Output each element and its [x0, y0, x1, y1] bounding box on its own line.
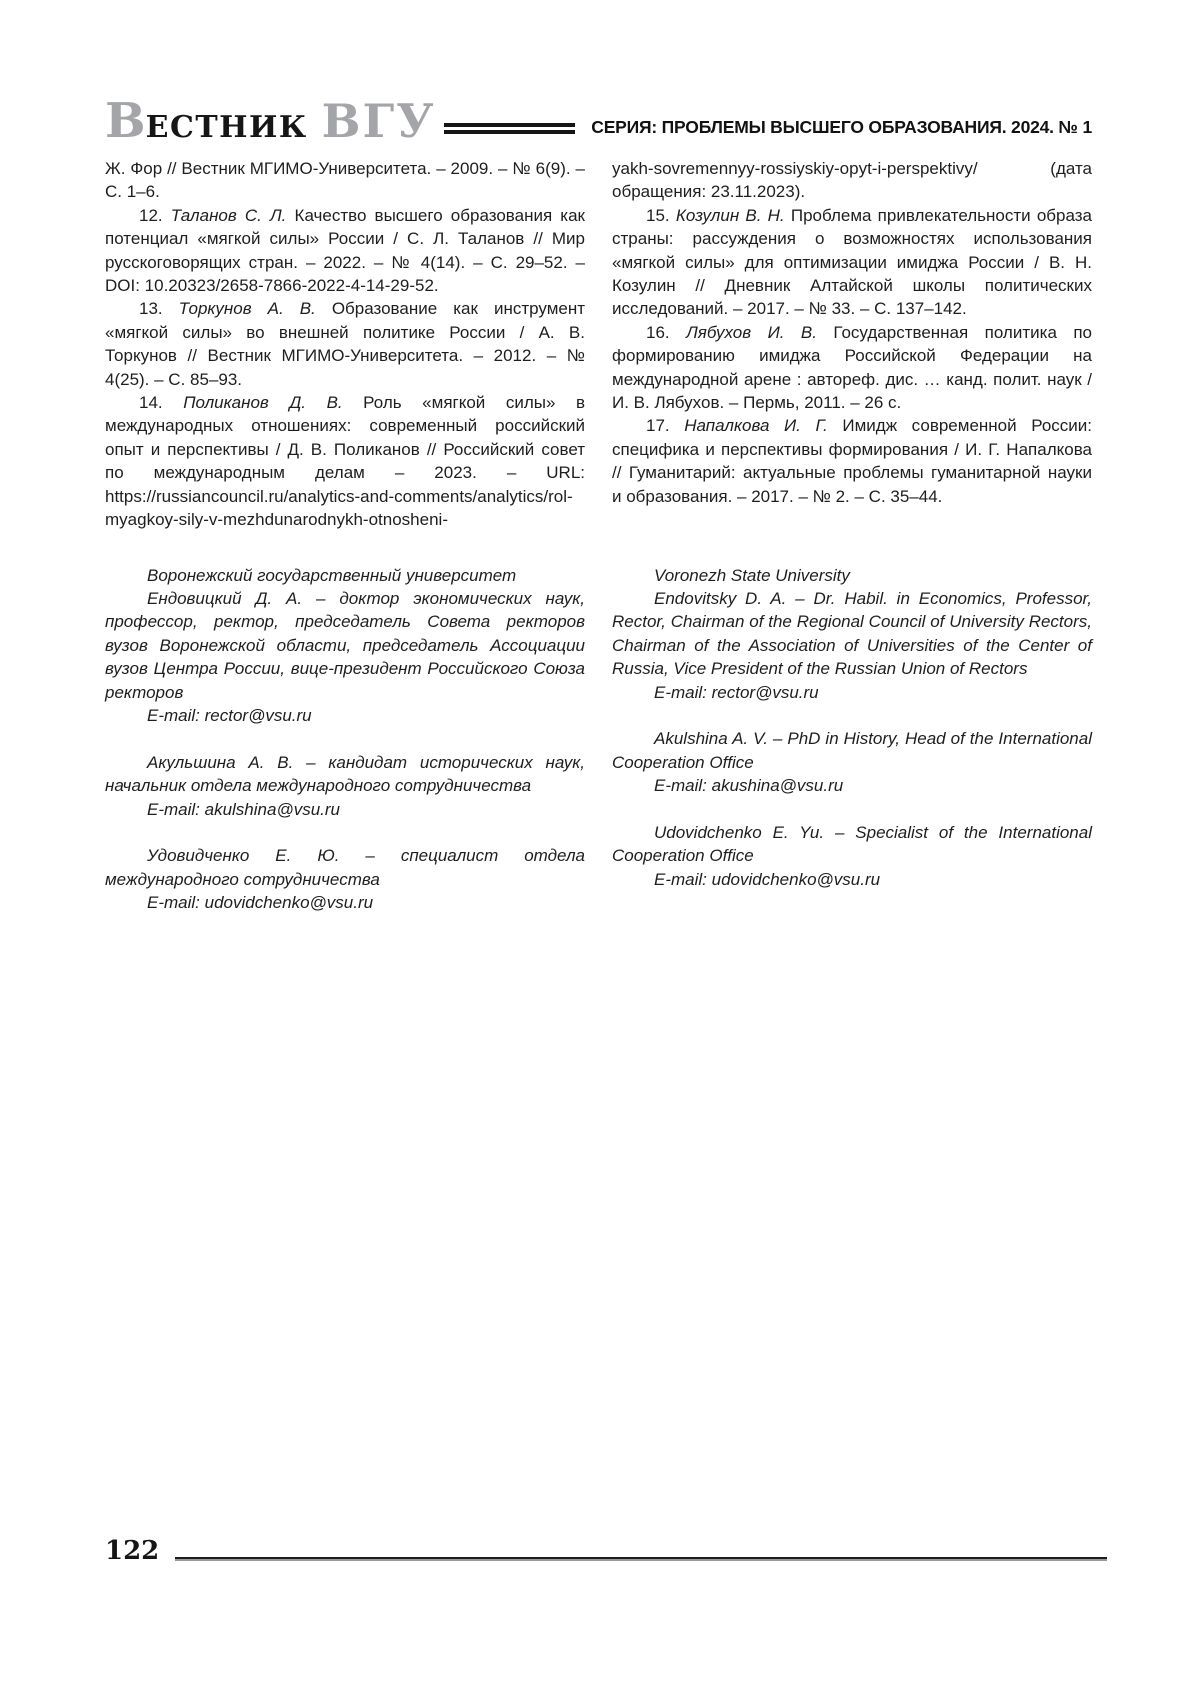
reference-number: 13.	[139, 299, 179, 319]
reference-number: 17.	[646, 416, 685, 436]
author-bio-endovitsky-en: Endovitsky D. A. – Dr. Habil. in Economics, Professor, Rector, Chairman of the Regional Council of University Rectors, Chairman of the Association of Universities of the Center of Russia, Vice President of the Russian Union of Rectors	[612, 588, 1092, 679]
logo-word-estnik: ЕСТНИК	[145, 109, 308, 145]
authors-block-en	[612, 564, 1092, 915]
references-column-right	[612, 157, 1092, 532]
reference-author: Торкунов А. В.	[178, 299, 316, 319]
reference-item-12	[105, 204, 585, 298]
author-bio-endovitsky-ru: Ендовицкий Д. А. – доктор экономических наук, профессор, ректор, председатель Совета ректоров вузов Воронежской области, председатель Ассоциации вузов Центра России, вице-президент Российского Союза ректоров	[105, 588, 585, 702]
reference-fragment: yakh-sovremennyy-rossiyskiy-opyt-i-perspektivy/ (дата обращения: 23.11.2023).	[612, 159, 1092, 202]
author-email-endovitsky-en: E-mail: rector@vsu.ru	[654, 682, 819, 702]
author-email-akulshina-en: E-mail: akushina@vsu.ru	[654, 776, 844, 796]
references-column-left	[105, 157, 585, 532]
header-double-rule	[444, 123, 576, 134]
reference-author: Таланов С. Л.	[170, 205, 287, 225]
reference-author: Козулин В. Н.	[675, 205, 785, 225]
author-bio-udovidchenko-en: Udovidchenko E. Yu. – Specialist of the International Cooperation Office	[612, 822, 1092, 866]
logo-word-vgu: ВГУ	[321, 93, 436, 148]
reference-text: Имидж современной России: специфика и перспективы формирования / И. Г. Напалкова // Гуманитарий: актуальные проблемы гуманитарной науки и образования. – 2017. – № 2. – С. 35–44.	[612, 416, 1092, 506]
affiliation-ru: Воронежский государственный университет	[147, 565, 517, 585]
reference-item-17	[612, 414, 1092, 508]
reference-item-15	[612, 204, 1092, 321]
reference-item-16	[612, 321, 1092, 415]
page-header	[105, 92, 1092, 149]
author-email-udovidchenko-ru: E-mail: udovidchenko@vsu.ru	[147, 893, 374, 913]
reference-text: Роль «мягкой силы» в международных отношениях: современный российский опыт и перспективы / Д. В. Поликанов // Российский совет по международным делам – 2023. – URL: https://russiancouncil.ru/analytics-and-comments/analytics/rol-myagkoy-sily-v-mezhdunarodnykh-otnosheni-	[105, 393, 586, 530]
reference-author: Напалкова И. Г.	[684, 416, 828, 436]
reference-item-13	[105, 297, 585, 391]
reference-text: Качество высшего образования как потенциал «мягкой силы» России / С. Л. Таланов // Мир русскоговорящих стран. – 2022. – № 4(14). – С. 29–52. – DOI: 10.20323/2658-7866-2022-4-14-29-52.	[105, 205, 585, 296]
author-bio-akulshina-en: Akulshina A. V. – PhD in History, Head of the International Cooperation Office	[612, 729, 1092, 772]
reference-text: Государственная политика по формированию имиджа Российской Федерации на международной арене : автореф. дис. … канд. полит. наук / И. В. Лябухов. – Пермь, 2011. – 26 с.	[612, 322, 1092, 413]
reference-text: Образование как инструмент «мягкой силы» во внешней политике России / А. В. Торкунов // Вестник МГИМО-Университета. – 2012. – № 4(25). – С. 85–93.	[105, 299, 586, 389]
reference-fragment: Ж. Фор // Вестник МГИМО-Университета. – 2009. – № 6(9). – С. 1–6.	[105, 159, 585, 202]
series-title: СЕРИЯ: ПРОБЛЕМЫ ВЫСШЕГО ОБРАЗОВАНИЯ. 2024. № 1	[591, 117, 1092, 137]
affiliation-en: Voronezh State University	[654, 565, 850, 585]
reference-number: 12.	[139, 205, 171, 225]
reference-text: Проблема привлекательности образа страны: рассуждения о возможностях использования «мягкой силы» для оптимизации имиджа России / В. Н. Козулин // Дневник Алтайской школы политических исследований. – 2017. – № 33. – С. 137–142.	[612, 205, 1092, 319]
reference-author: Лябухов И. В.	[686, 322, 817, 342]
journal-logo	[105, 92, 436, 149]
footer-rule	[175, 1557, 1107, 1561]
authors-block-ru	[105, 564, 585, 915]
authors-section	[105, 564, 1092, 915]
references-section	[105, 157, 1092, 532]
page-footer	[105, 1538, 1107, 1564]
author-email-endovitsky-ru: E-mail: rector@vsu.ru	[147, 705, 312, 725]
reference-number: 14.	[139, 393, 184, 413]
author-email-udovidchenko-en: E-mail: udovidchenko@vsu.ru	[654, 869, 881, 889]
reference-item-14	[105, 391, 585, 531]
reference-author: Поликанов Д. В.	[183, 393, 343, 413]
author-email-akulshina-ru: E-mail: akulshina@vsu.ru	[147, 799, 340, 819]
page-number: 122	[105, 1536, 160, 1566]
author-bio-akulshina-ru: Акульшина А. В. – кандидат исторических наук, начальник отдела международного сотрудничества	[105, 752, 585, 796]
reference-number: 16.	[646, 322, 687, 342]
author-bio-udovidchenko-ru: Удовидченко Е. Ю. – специалист отдела международного сотрудничества	[105, 846, 585, 889]
logo-letter-v: В	[105, 92, 146, 149]
reference-number: 15.	[646, 205, 676, 225]
